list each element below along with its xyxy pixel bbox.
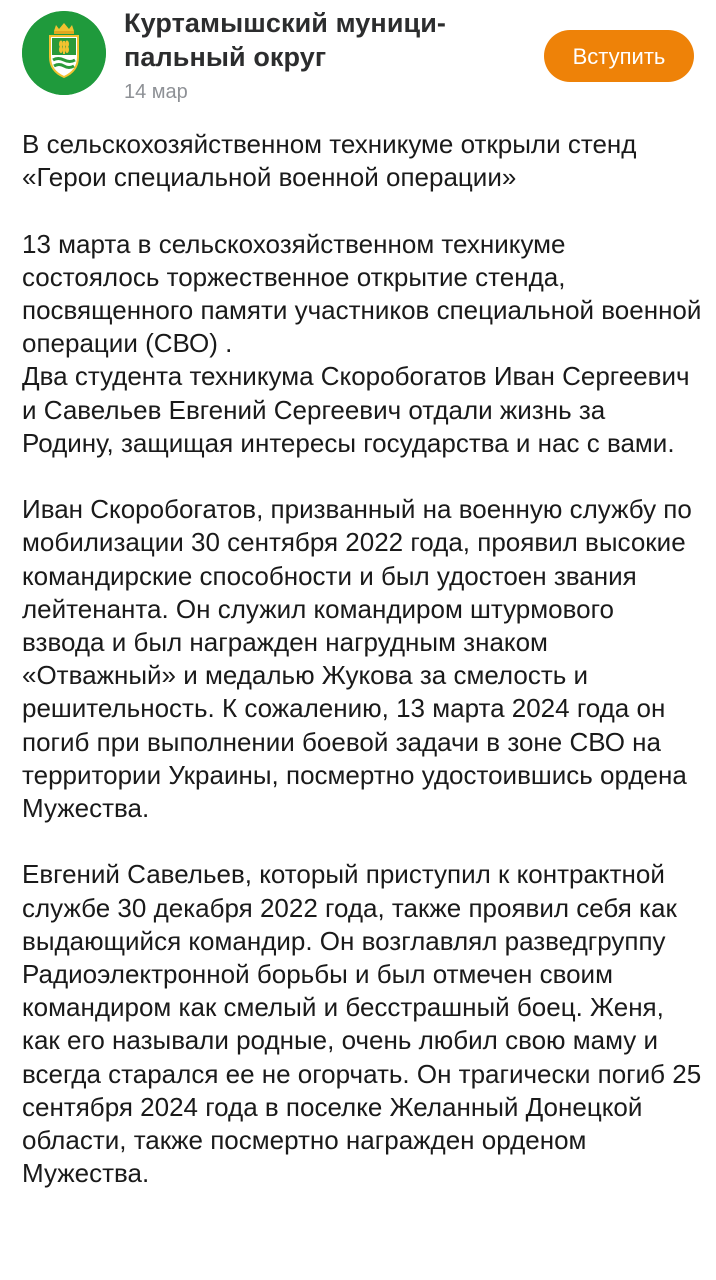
post-paragraph: 13 марта в сельскохозяйственном техникуме состоялось торжественное открытие стенда, посвященного памяти участников специальной военной операции (СВО) . Два студента техникума Скоробогатов Иван Сергеевич и Савельев Евгений Сергеевич отдали жизнь за Родину, защищая интересы государства и нас с вами. <box>22 228 702 458</box>
post-paragraph: Евгений Савельев, который приступил к контрактной службе 30 декабря 2022 года, также проявил себя как выдающийся командир. Он возглавлял разведгруппу Радиоэлектронной борьбы и был отмечен своим командиром как смелый и бесстрашный боец. Женя, как его называли родные, очень любил свою маму и всегда старался ее не огорчать. Он трагически погиб 25 сентября 2024 года в поселке Желанный Донецкой области, также посмертно награжден орденом Мужества. <box>22 859 702 1189</box>
post-date: 14 мар <box>124 81 188 103</box>
post-body <box>22 128 702 1224</box>
coat-of-arms-icon <box>22 11 106 95</box>
group-name[interactable]: Куртамышский муници-пальный округ <box>124 8 447 72</box>
join-button[interactable]: Вступить <box>544 30 694 82</box>
post-header <box>0 0 716 112</box>
post-paragraph: Иван Скоробогатов, призванный на военную службу по мобилизации 30 сентября 2022 года, проявил высокие командирские способности и был удостоен звания лейтенанта. Он служил командиром штурмового взвода и был награжден нагрудным знаком «Отважный» и медалью Жукова за смелость и решительность. К сожалению, 13 марта 2024 года он погиб при выполнении боевой задачи в зоне СВО на территории Украины, посмертно удостоившись ордена Мужества. <box>22 494 692 824</box>
group-avatar[interactable] <box>22 11 106 95</box>
post-paragraph: В сельскохозяйственном техникуме открыли стенд «Герои специальной военной операции» <box>22 129 637 193</box>
